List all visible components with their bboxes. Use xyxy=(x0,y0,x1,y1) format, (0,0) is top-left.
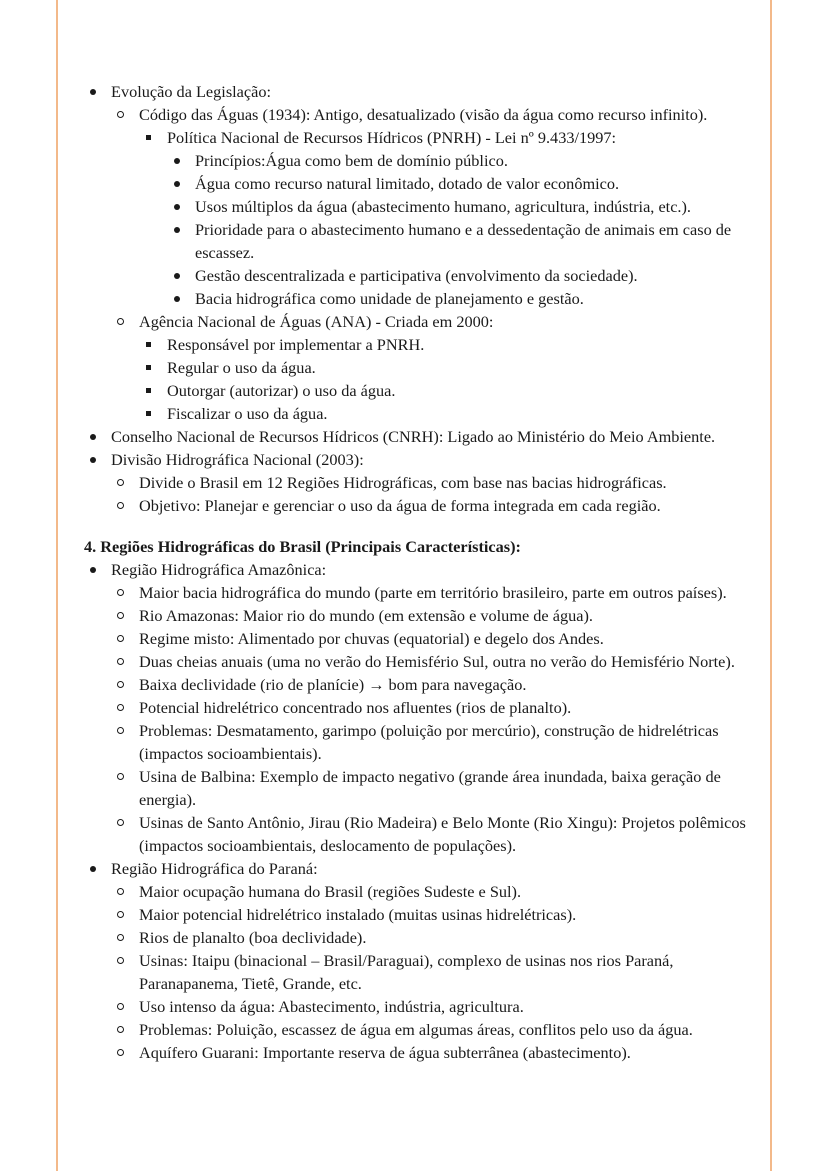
right-margin-rule xyxy=(770,0,772,1171)
bullet-square-icon xyxy=(146,402,151,416)
list-item: Objetivo: Planejar e gerenciar o uso da água de forma integrada em cada região. xyxy=(84,494,760,517)
bullet-circle-icon xyxy=(117,719,124,734)
bullet-disc-icon xyxy=(174,287,180,302)
list-item: Gestão descentralizada e participativa (envolvimento da sociedade). xyxy=(84,264,760,287)
regions-list xyxy=(84,558,760,1064)
bullet-square-icon xyxy=(146,356,151,370)
bullet-circle-icon xyxy=(117,1041,124,1056)
bullet-circle-icon xyxy=(117,581,124,596)
list-item: Usina de Balbina: Exemplo de impacto negativo (grande área inundada, baixa geração de energia). xyxy=(84,765,760,811)
section-heading: 4. Regiões Hidrográficas do Brasil (Principais Características): xyxy=(84,537,521,556)
list-item: Região Hidrográfica do Paraná: xyxy=(84,857,760,880)
bullet-disc-icon xyxy=(90,558,96,573)
list-item: Fiscalizar o uso da água. xyxy=(84,402,760,425)
bullet-circle-icon xyxy=(117,880,124,895)
list-item: Agência Nacional de Águas (ANA) - Criada em 2000: xyxy=(84,310,760,333)
list-item: Maior potencial hidrelétrico instalado (muitas usinas hidrelétricas). xyxy=(84,903,760,926)
bullet-disc-icon xyxy=(90,425,96,440)
list-item: Usinas: Itaipu (binacional – Brasil/Paraguai), complexo de usinas nos rios Paraná, Paranapanema, Tietê, Grande, etc. xyxy=(84,949,760,995)
bullet-circle-icon xyxy=(117,310,124,325)
bullet-circle-icon xyxy=(117,811,124,826)
list-item: Maior bacia hidrográfica do mundo (parte em território brasileiro, parte em outros países). xyxy=(84,581,760,604)
bullet-circle-icon xyxy=(117,627,124,642)
bullet-square-icon xyxy=(146,126,151,140)
bullet-disc-icon xyxy=(90,80,96,95)
list-item: Água como recurso natural limitado, dotado de valor econômico. xyxy=(84,172,760,195)
bullet-disc-icon xyxy=(174,195,180,210)
bullet-circle-icon xyxy=(117,995,124,1010)
list-item: Política Nacional de Recursos Hídricos (PNRH) - Lei nº 9.433/1997: xyxy=(84,126,760,149)
list-item: Princípios:Água como bem de domínio público. xyxy=(84,149,760,172)
list-item: Evolução da Legislação: xyxy=(84,80,760,103)
list-item: Divisão Hidrográfica Nacional (2003): xyxy=(84,448,760,471)
bullet-disc-icon xyxy=(174,149,180,164)
list-item: Rios de planalto (boa declividade). xyxy=(84,926,760,949)
list-item: Bacia hidrográfica como unidade de planejamento e gestão. xyxy=(84,287,760,310)
bullet-disc-icon xyxy=(174,218,180,233)
list-item: Uso intenso da água: Abastecimento, indústria, agricultura. xyxy=(84,995,760,1018)
list-item: Usos múltiplos da água (abastecimento humano, agricultura, indústria, etc.). xyxy=(84,195,760,218)
document-body xyxy=(84,80,760,1064)
bullet-disc-icon xyxy=(174,172,180,187)
list-item: Rio Amazonas: Maior rio do mundo (em extensão e volume de água). xyxy=(84,604,760,627)
bullet-circle-icon xyxy=(117,673,124,688)
list-item: Divide o Brasil em 12 Regiões Hidrográficas, com base nas bacias hidrográficas. xyxy=(84,471,760,494)
bullet-circle-icon xyxy=(117,650,124,665)
bullet-circle-icon xyxy=(117,103,124,118)
list-item: Aquífero Guarani: Importante reserva de água subterrânea (abastecimento). xyxy=(84,1041,760,1064)
bullet-square-icon xyxy=(146,379,151,393)
bullet-circle-icon xyxy=(117,765,124,780)
list-item: Outorgar (autorizar) o uso da água. xyxy=(84,379,760,402)
bullet-circle-icon xyxy=(117,949,124,964)
list-item: Potencial hidrelétrico concentrado nos afluentes (rios de planalto). xyxy=(84,696,760,719)
bullet-square-icon xyxy=(146,333,151,347)
bullet-circle-icon xyxy=(117,471,124,486)
bullet-disc-icon xyxy=(90,448,96,463)
list-item: Problemas: Poluição, escassez de água em algumas áreas, conflitos pelo uso da água. xyxy=(84,1018,760,1041)
list-item: Maior ocupação humana do Brasil (regiões Sudeste e Sul). xyxy=(84,880,760,903)
list-item: Baixa declividade (rio de planície) → bom para navegação. xyxy=(84,673,760,696)
bullet-disc-icon xyxy=(90,857,96,872)
bullet-circle-icon xyxy=(117,903,124,918)
list-item: Regime misto: Alimentado por chuvas (equatorial) e degelo dos Andes. xyxy=(84,627,760,650)
bullet-circle-icon xyxy=(117,494,124,509)
bullet-circle-icon xyxy=(117,604,124,619)
bullet-disc-icon xyxy=(174,264,180,279)
list-item: Problemas: Desmatamento, garimpo (poluição por mercúrio), construção de hidrelétricas (impactos socioambientais). xyxy=(84,719,760,765)
legislation-list xyxy=(84,80,760,517)
list-item: Prioridade para o abastecimento humano e a dessedentação de animais em caso de escassez. xyxy=(84,218,760,264)
left-margin-rule xyxy=(56,0,58,1171)
list-item: Regular o uso da água. xyxy=(84,356,760,379)
list-item: Duas cheias anuais (uma no verão do Hemisfério Sul, outra no verão do Hemisfério Norte). xyxy=(84,650,760,673)
bullet-circle-icon xyxy=(117,696,124,711)
list-item: Responsável por implementar a PNRH. xyxy=(84,333,760,356)
list-item: Conselho Nacional de Recursos Hídricos (CNRH): Ligado ao Ministério do Meio Ambiente. xyxy=(84,425,760,448)
list-item: Código das Águas (1934): Antigo, desatualizado (visão da água como recurso infinito). xyxy=(84,103,760,126)
list-item: Região Hidrográfica Amazônica: xyxy=(84,558,760,581)
bullet-circle-icon xyxy=(117,1018,124,1033)
bullet-circle-icon xyxy=(117,926,124,941)
list-item: Usinas de Santo Antônio, Jirau (Rio Madeira) e Belo Monte (Rio Xingu): Projetos polêmicos (impactos socioambientais, deslocamento de populações). xyxy=(84,811,760,857)
